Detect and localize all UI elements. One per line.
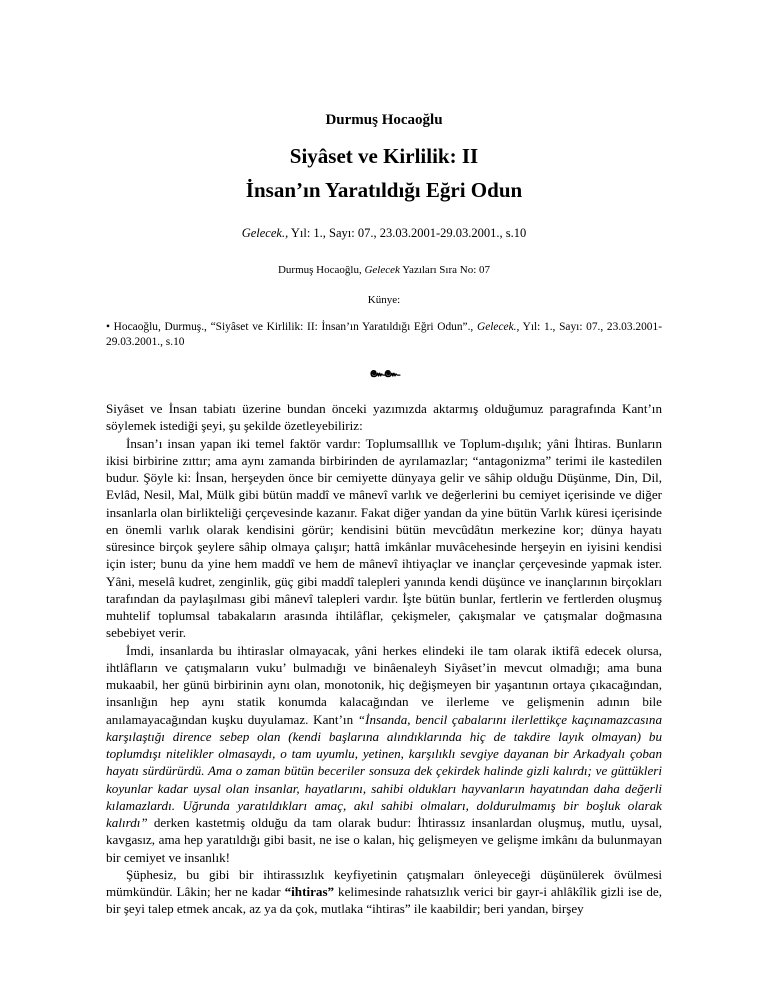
source-line <box>0 226 768 241</box>
paragraph-3-text-a: İmdi, insanlarda bu ihtiraslar olmayacak, yâni herkes elindeki ile tam olarak iktifâ edecek olursa, ihtlâfların ve çatışmaların vuku’ bulmadığı ve binâenaleyh Siyâset’in mevcut olmadığı; ama buna mukaabil, her günü birbirinin aynı olan, monotonik, hiç değişmeyen bir yaşantının ortaya çıkacağından, insanlığın hep aynı statik konumda kalacağından ve ilerleme ve gelişmenin adının bile anılamayacağından kuşku duyulamaz. Kant’ın <box>106 642 662 727</box>
paragraph-4-text-b: kelimesinde rahatsızlık verici bir gayr-i ahlâkîlik gizli ise de, bir şeyi talep etmek ancak, az ya da çok, mutlaka “ihtiras” ile kaabildir; beri yandan, birşey <box>106 884 663 917</box>
source-journal: Gelecek., <box>241 226 289 240</box>
paragraph-3-text-b: derken kastetmiş olduğu da tam olarak budur: İhtirassız insanlardan oluşmuş, mutlu, uysal, kavgasız, ama hep yaratıldığı gibi basit, ne ise o kalan, hiç gelişmeyen ve gelişme imkânı da bulunmayan bir cemiyet ve insanlık! <box>106 815 662 865</box>
paragraph-3 <box>106 642 662 866</box>
series-suffix: Yazıları Sıra No: 07 <box>399 264 491 276</box>
article-body <box>106 400 662 918</box>
author-name: Durmuş Hocaoğlu <box>325 112 443 128</box>
citation-text-after: Yıl: 1., Sayı: 07., 23.03.2001-29.03.2001., s.10 <box>106 321 662 348</box>
citation-journal: Gelecek., <box>476 321 520 333</box>
citation-entry <box>106 320 662 350</box>
paragraph-2: İnsan’ı insan yapan iki temel faktör vardır: Toplumsalllık ve Toplum-dışılık; yâni İhtiras. Bunların ikisi birbirine zıttır; ama aynı zamanda birbirinden de ayrılamazlar; “antagonizma” terimi ile kastedilen budur. Şöyle ki: İnsan, herşeyden önce bir cemiyette dünyaya gelir ve sâhip olduğu Düşünme, Din, Dil, Evlâd, Nesil, Mal, Mülk gibi bütün maddî ve mânevî varlık ve değerlerini bu cemiyet içerisinde ve diğer insanlarla olan birlikteliği çerçevesinde kazanır. Fakat diğer yandan da yine bütün Varlık küresi içerisinde en önemli varlık olarak kendisini görür; kendisini bütün mevcûdâtın merkezine kor; dünya hayatı süresince birçok şeylere sâhip olmaya çalışır; hattâ imkânlar muvâcehesinde herşeyin en iyisini kendisi için ister; bunu da yine hem maddî ve hem de mânevî ihtiyaçlar ve inançlar çerçevesinde yapmak ister. Yâni, meselâ kudret, zenginlik, güç gibi maddî talepleri yanında kendi düşünce ve inançlarının birçokları tarafından da paylaşılması gibi mânevî talepleri vardır. İşte bütün bunlar, fertlerin ve fertlerden oluşmuş muhtelif toplumsal tabakaların arasında ihtilâflar, çekişmeler, çakışmalar ve çatışmalar doğmasına sebebiyet verir. <box>106 435 662 641</box>
series-line <box>0 264 768 276</box>
kant-quote: “İnsanda, bencil çabalarını ilerlettikçe kaçınamazcasına karşılaştığı dirence sebep olan (kendi başlarına alındıklarında hiç de takdire layık olmayan) bu toplumdışı nitelikler olmasaydı, o tam uyumlu, yetinen, karşılıklı sevgiye dayanan bir Arkadyalı çoban hayatı sürdürürdü. Ama o zaman bütün beceriler sonsuza dek çekirdek halinde gizli kalırdı; ve güttükleri koyunlar kadar uysal olan insanlar, hayatlarını, sahibi oldukları hayvanların hayatından daha değerli kılamazlardı. Uğrunda yaratıldıkları amaç, akıl sahibi olmaları, doldurulmamış bir boşluk olarak kalırdı” <box>106 711 662 830</box>
ornament-divider: ๛๛ <box>369 366 399 381</box>
paragraph-1: Siyâset ve İnsan tabiatı üzerine bundan önceki yazımızda aktarmış olduğumuz paragrafında Kant’ın söylemek istediği şeyi, şu şekilde özetleyebiliriz: <box>106 401 662 434</box>
bullet-icon: • <box>106 321 110 333</box>
ihtiras-term: “ihtiras” <box>284 884 335 899</box>
series-journal: Gelecek <box>364 264 400 276</box>
source-details: Yıl: 1., Sayı: 07., 23.03.2001-29.03.2001., s.10 <box>288 226 527 240</box>
paragraph-4 <box>106 866 662 918</box>
series-prefix: Durmuş Hocaoğlu, <box>277 264 365 276</box>
article-subtitle: İnsan’ın Yaratıldığı Eğri Odun <box>245 178 523 202</box>
citation-text-before: Hocaoğlu, Durmuş., “Siyâset ve Kirlilik: II: İnsan’ın Yaratıldığı Eğri Odun”., <box>110 321 477 333</box>
paragraph-4-text-a: Şüphesiz, bu gibi bir ihtirassızlık keyfiyetinin çatışmaları önleyeceği düşünülerek övülmesi mümkündür. Lâkin; her ne kadar <box>106 866 662 899</box>
article-title: Siyâset ve Kirlilik: II <box>289 144 479 168</box>
kunye-label: Künye: <box>367 294 401 306</box>
